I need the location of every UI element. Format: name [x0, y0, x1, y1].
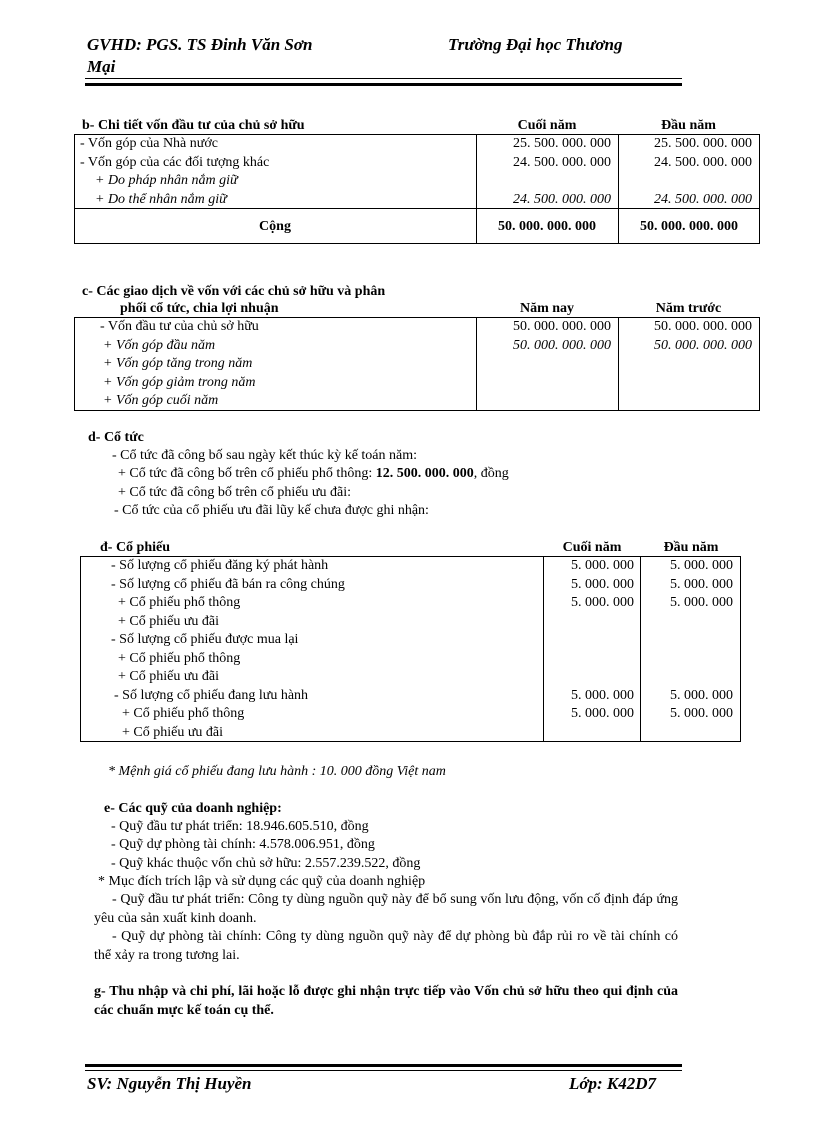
- section-d-line-unit: , đồng: [473, 466, 509, 481]
- table-row-label: + Do pháp nhân nắm giữ: [95, 173, 238, 188]
- table-cell: 5. 000. 000: [571, 687, 634, 703]
- table-row-label: - Số lượng cổ phiếu đăng ký phát hành: [111, 558, 329, 573]
- section-c-col1: Năm nay: [519, 301, 575, 316]
- section-e-line: - Quỹ dự phòng tài chính: 4.578.006.951, đồng: [111, 837, 375, 852]
- header-supervisor: GVHD: PGS. TS Đinh Văn Sơn: [87, 35, 313, 54]
- table-cell: 25. 500. 000. 000: [654, 136, 752, 151]
- section-b-col2: Đầu năm: [661, 118, 716, 133]
- table-cell: 5. 000. 000: [670, 576, 733, 592]
- table-cell: 24. 500. 000. 000: [654, 154, 752, 170]
- table-cell: 5. 000. 000: [670, 595, 733, 610]
- table-cell: 5. 000. 000: [670, 687, 733, 703]
- table-row-label: + Cổ phiếu phổ thông: [122, 706, 245, 721]
- table-row-label: - Số lượng cổ phiếu đang lưu hành: [114, 687, 309, 703]
- table-row-label: + Cổ phiếu phổ thông: [118, 595, 241, 610]
- table-row-label: + Vốn góp cuối năm: [103, 393, 219, 408]
- table-cell: 50. 000. 000. 000: [513, 319, 611, 334]
- section-b-col1: Cuối năm: [517, 118, 577, 133]
- section-g-text: g- Thu nhập và chi phí, lãi hoặc lỗ được ghi nhận trực tiếp vào Vốn chủ sở hữu theo qui định của các chuẩn mực kế toán cụ thể.: [94, 984, 678, 1018]
- table-cell: 5. 000. 000: [670, 706, 733, 721]
- section-e-title: e- Các quỹ của doanh nghiệp:: [104, 801, 282, 816]
- table-cell: 5. 000. 000: [670, 558, 733, 573]
- section-e-paragraph: - Quỹ đầu tư phát triển: Công ty dùng nguồn quỹ này để bổ sung vốn lưu động, vốn cố định đáp ứng yêu của sản xuất kinh doanh.: [94, 892, 678, 926]
- section-b-total-v1: 50. 000. 000. 000: [498, 219, 596, 234]
- table-cell: 50. 000. 000. 000: [513, 337, 611, 353]
- table-row-label: + Cổ phiếu ưu đãi: [122, 724, 224, 740]
- footer-student: SV: Nguyễn Thị Huyền: [87, 1074, 252, 1093]
- section-c-title-2: phối cổ tức, chia lợi nhuận: [120, 301, 279, 316]
- section-e-line: - Quỹ đầu tư phát triển: 18.946.605.510, đồng: [111, 819, 369, 834]
- section-e-line: * Mục đích trích lập và sử dụng các quỹ của doanh nghiệp: [98, 874, 426, 889]
- table-cell: 5. 000. 000: [571, 558, 634, 573]
- section-b-total-label: Cộng: [259, 219, 291, 234]
- section-b-title: b- Chi tiết vốn đầu tư của chủ sở hữu: [82, 118, 305, 133]
- table-cell: 5. 000. 000: [571, 595, 634, 610]
- table-cell: 24. 500. 000. 000: [513, 191, 611, 207]
- section-d-line-text: + Cổ tức đã công bố trên cổ phiếu phổ thông:: [118, 466, 373, 481]
- section-dd-title: đ- Cổ phiếu: [100, 540, 171, 555]
- section-e-line: - Quỹ khác thuộc vốn chủ sở hữu: 2.557.239.522, đồng: [111, 856, 421, 871]
- section-d-line: - Cổ tức của cổ phiếu ưu đãi lũy kế chưa được ghi nhận:: [114, 503, 429, 518]
- section-dd-col2: Đầu năm: [663, 540, 719, 555]
- par-value-note: * Mệnh giá cổ phiếu đang lưu hành : 10. 000 đồng Việt nam: [108, 764, 446, 779]
- table-row-label: + Do thể nhân nắm giữ: [95, 191, 227, 207]
- section-d-title: d- Cổ tức: [88, 430, 144, 445]
- table-cell: 50. 000. 000. 000: [654, 337, 752, 353]
- table-cell: 24. 500. 000. 000: [654, 191, 752, 207]
- table-row-label: - Vốn đầu tư của chủ sở hữu: [100, 319, 259, 334]
- table-cell: 24. 500. 000. 000: [513, 154, 611, 170]
- header-rule-top: [85, 78, 682, 79]
- table-cell: 5. 000. 000: [571, 576, 634, 592]
- section-dd-col1: Cuối năm: [562, 540, 622, 555]
- section-b-total-v2: 50. 000. 000. 000: [640, 219, 738, 234]
- table-cell: 25. 500. 000. 000: [513, 136, 611, 151]
- table-row-label: - Vốn góp của Nhà nước: [80, 136, 218, 151]
- header-rule-bottom: [85, 83, 682, 86]
- table-row-label: - Số lượng cổ phiếu được mua lại: [111, 632, 299, 647]
- table-row-label: + Vốn góp đầu năm: [103, 337, 216, 353]
- table-row-label: - Vốn góp của các đối tượng khác: [80, 154, 270, 170]
- section-c-title: c- Các giao dịch về vốn với các chủ sở hữu và phân: [82, 284, 386, 299]
- table-cell: 50. 000. 000. 000: [654, 319, 752, 334]
- table-row-label: + Cổ phiếu ưu đãi: [118, 669, 220, 684]
- section-d-line: + Cổ tức đã công bố trên cổ phiếu ưu đãi:: [118, 485, 352, 500]
- section-d-line: - Cổ tức đã công bố sau ngày kết thúc kỳ kế toán năm:: [112, 448, 418, 463]
- table-row-label: + Vốn góp tăng trong năm: [103, 356, 253, 371]
- header-university-cont: Mại: [87, 57, 116, 76]
- footer-rule-bottom: [85, 1070, 682, 1071]
- footer-rule-top: [85, 1064, 682, 1067]
- section-d-dividend-value: 12. 500. 000. 000: [375, 466, 474, 481]
- table-row-label: - Số lượng cổ phiếu đã bán ra công chúng: [111, 576, 345, 592]
- section-c-col2: Năm trước: [655, 301, 722, 316]
- section-e-paragraph: - Quỹ dự phòng tài chính: Công ty dùng nguồn quỹ này để dự phòng bù đắp rủi ro về tài chính có thể xảy ra trong tương lai.: [94, 929, 678, 963]
- table-row-label: + Cổ phiếu ưu đãi: [118, 613, 220, 629]
- table-cell: 5. 000. 000: [571, 706, 634, 721]
- table-row-label: + Vốn góp giảm trong năm: [103, 374, 256, 390]
- header-university: Trường Đại học Thương: [448, 35, 623, 54]
- footer-class: Lớp: K42D7: [569, 1074, 657, 1093]
- section-d-line: [118, 465, 509, 483]
- table-row-label: + Cổ phiếu phổ thông: [118, 650, 241, 666]
